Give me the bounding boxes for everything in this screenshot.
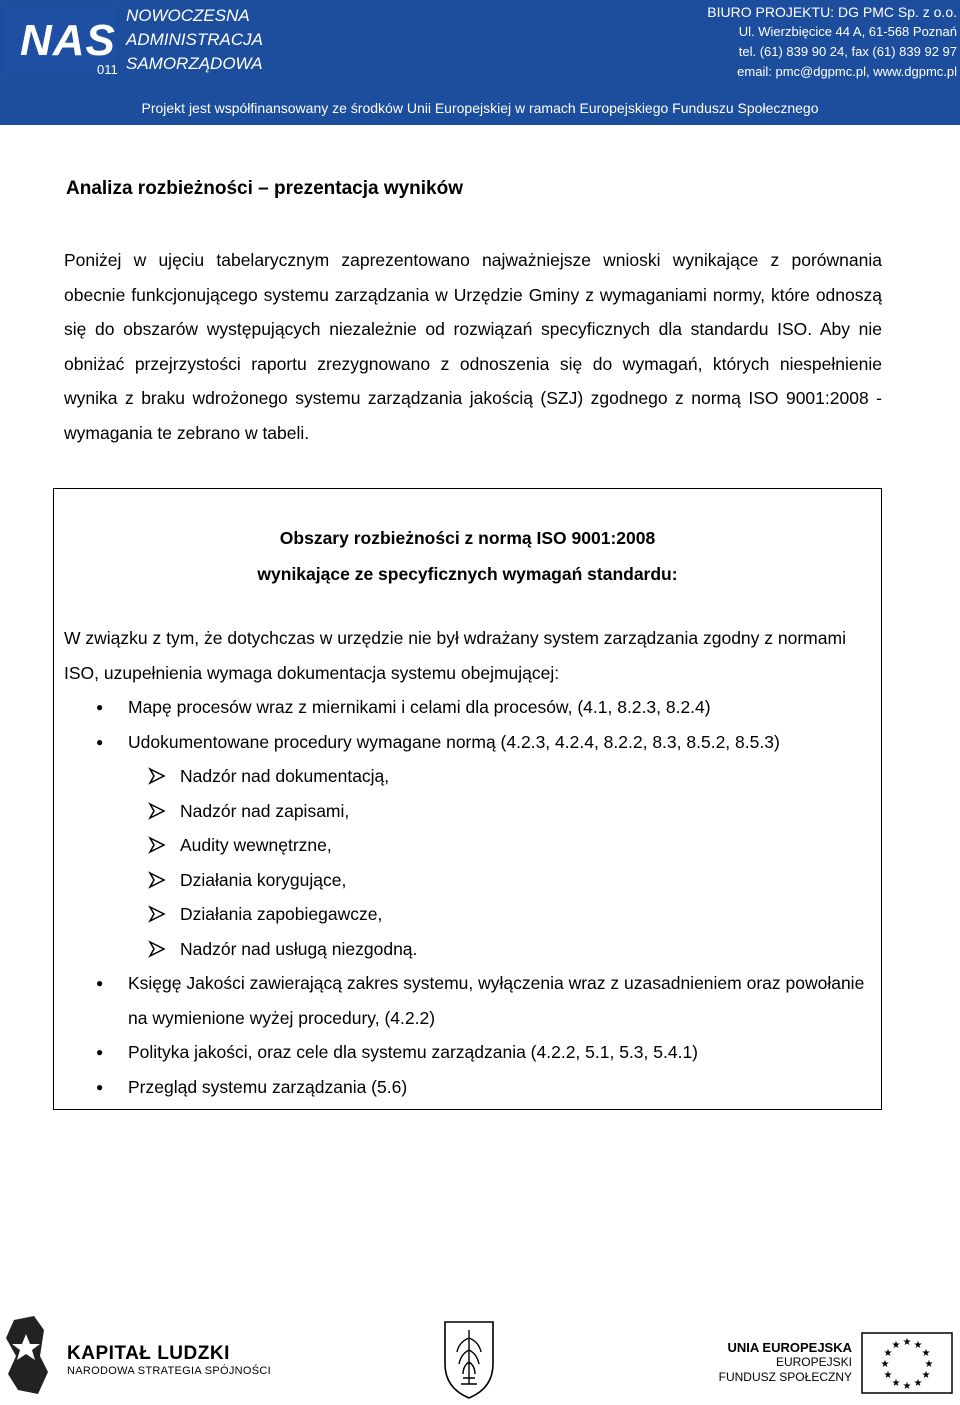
logo-number: 011	[97, 62, 118, 77]
svg-text:★: ★	[880, 1359, 890, 1370]
intro-text: Poniżej w ujęciu tabelarycznym zaprezentowano najważniejsze wnioski wynikające z porównania obecnie funkcjonującego systemu zarządzania w Urzędzie Gminy z wymaganiami normy, które odnoszą się do obszarów występujących niezależnie od rozwiązań specyficznych dla standardu ISO. Aby nie obniżać przejrzystości raportu zrezygnowano z odnoszenia się do wymagań, których niespełnienie wynika z braku wdrożonego systemu zarządzania jakością (SZJ) zgodnego z normą ISO 9001:2008 - wymagania te zebrano w tabeli.	[64, 250, 882, 443]
kl-subtitle: NARODOWA STRATEGIA SPÓJNOŚCI	[67, 1365, 271, 1377]
contact-office: BIURO PROJEKTU: DG PMC Sp. z o.o.	[707, 4, 957, 20]
findings-list	[64, 690, 876, 1104]
nas-logo	[5, 5, 118, 77]
arrowhead-icon	[148, 940, 166, 958]
contact-email: email: pmc@dgpmc.pl, www.dgpmc.pl	[737, 64, 957, 79]
box-body	[64, 621, 876, 1104]
list-item	[64, 1070, 876, 1105]
sublist-item-text: Działania zapobiegawcze,	[180, 904, 383, 924]
sublist-item-text: Nadzór nad usługą niezgodną.	[180, 938, 418, 959]
page-header	[0, 0, 960, 125]
svg-text:★: ★	[891, 1378, 901, 1389]
arrowhead-icon	[148, 836, 166, 854]
eu-line2: EUROPEJSKI	[775, 1355, 852, 1369]
findings-box	[53, 488, 882, 1110]
svg-text:★: ★	[913, 1378, 923, 1389]
document-title: Analiza rozbieżności – prezentacja wyników	[66, 178, 464, 199]
box-title-line1: Obszary rozbieżności z normą ISO 9001:2008	[279, 528, 656, 548]
contact-phone: tel. (61) 839 90 24, fax (61) 839 92 97	[738, 44, 957, 59]
contact-info	[707, 2, 957, 82]
org-name	[126, 4, 263, 76]
list-item	[64, 690, 876, 725]
list-item-text: Przegląd systemu zarządzania (5.6)	[128, 1076, 408, 1097]
list-item-text: Mapę procesów wraz z miernikami i celami dla procesów, (4.1, 8.2.3, 8.2.4)	[128, 697, 711, 717]
svg-text:★: ★	[924, 1359, 934, 1370]
kapital-ludzki-emblem-icon	[4, 1316, 52, 1396]
arrowhead-icon	[148, 871, 166, 889]
sublist-item-text: Działania korygujące,	[180, 869, 347, 890]
arrowhead-icon	[148, 767, 166, 785]
eu-line3: FUNDUSZ SPOŁECZNY	[718, 1370, 852, 1384]
svg-text:★: ★	[902, 1337, 912, 1348]
svg-text:★: ★	[902, 1381, 912, 1392]
procedures-sublist	[128, 759, 876, 966]
svg-text:★: ★	[921, 1348, 931, 1359]
list-item	[64, 966, 876, 1035]
list-item-text: Księgę Jakości zawierającą zakres systemu, wyłączenia wraz z uzasadnieniem oraz powołanie na wymienione wyżej procedury, (4.2.2)	[128, 973, 865, 1028]
kl-title: KAPITAŁ LUDZKI	[67, 1343, 230, 1364]
coat-of-arms-icon	[441, 1318, 497, 1400]
sublist-item	[128, 759, 876, 794]
sublist-item	[128, 794, 876, 829]
sublist-item	[128, 932, 876, 967]
svg-text:★: ★	[891, 1340, 901, 1351]
sublist-item-text: Nadzór nad zapisami,	[180, 800, 350, 821]
sublist-item	[128, 828, 876, 863]
intro-paragraph	[64, 243, 882, 450]
eu-fund-logo-text	[719, 1340, 852, 1385]
box-title-line2: wynikające ze specyficznych wymagań standardu:	[257, 564, 678, 584]
list-item	[64, 725, 876, 967]
svg-text:★: ★	[883, 1348, 893, 1359]
sublist-item-text: Nadzór nad dokumentacją,	[180, 766, 390, 786]
sublist-item	[128, 897, 876, 932]
svg-text:★: ★	[921, 1370, 931, 1381]
arrowhead-icon	[148, 802, 166, 820]
sublist-item-text: Audity wewnętrzne,	[180, 835, 332, 855]
eu-line1: UNIA EUROPEJSKA	[727, 1340, 852, 1355]
org-name-line1: NOWOCZESNA	[126, 6, 250, 25]
arrowhead-icon	[148, 905, 166, 923]
logo-text: NAS	[20, 16, 116, 65]
svg-text:★: ★	[913, 1340, 923, 1351]
cofinancing-note: Projekt jest współfinansowany ze środków Unii Europejskiej w ramach Europejskiego Funduszu Społecznego	[141, 100, 819, 116]
org-name-line2: ADMINISTRACJA	[126, 30, 263, 49]
svg-text:★: ★	[883, 1370, 893, 1381]
org-name-line3: SAMORZĄDOWA	[126, 54, 263, 73]
list-item-text: Polityka jakości, oraz cele dla systemu zarządzania (4.2.2, 5.1, 5.3, 5.4.1)	[128, 1042, 699, 1062]
box-title	[54, 520, 881, 592]
box-paragraph: W związku z tym, że dotychczas w urzędzie nie był wdrażany system zarządzania zgodny z normami ISO, uzupełnienia wymaga dokumentacja systemu obejmującej:	[64, 628, 846, 683]
sublist-item	[128, 863, 876, 898]
list-item-text: Udokumentowane procedury wymagane normą (4.2.3, 4.2.4, 8.2.2, 8.3, 8.5.2, 8.5.3)	[128, 731, 780, 752]
contact-address: Ul. Wierzbięcice 44 A, 61-568 Poznań	[738, 24, 957, 39]
list-item	[64, 1035, 876, 1070]
eu-flag-icon	[861, 1332, 953, 1394]
kapital-ludzki-logo	[67, 1344, 271, 1378]
